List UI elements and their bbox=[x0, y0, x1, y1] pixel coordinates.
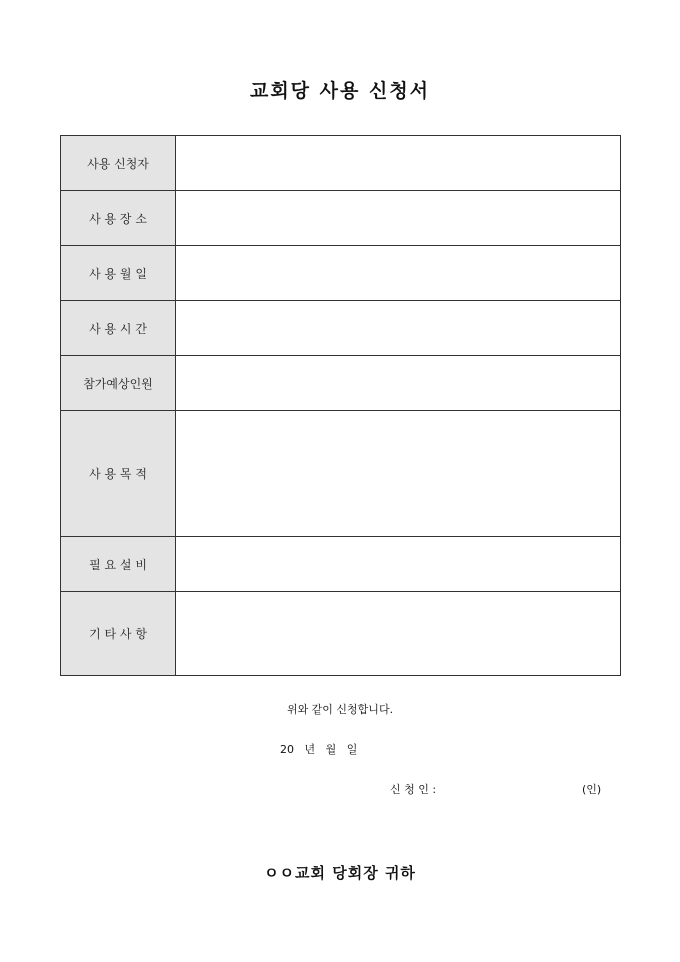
row-value-purpose[interactable] bbox=[176, 411, 621, 537]
row-value-location[interactable] bbox=[176, 191, 621, 246]
row-value-other[interactable] bbox=[176, 592, 621, 676]
row-value-date[interactable] bbox=[176, 246, 621, 301]
form-row-attendees bbox=[61, 356, 621, 411]
form-row-other bbox=[61, 592, 621, 676]
row-value-time[interactable] bbox=[176, 301, 621, 356]
row-value-applicant[interactable] bbox=[176, 136, 621, 191]
row-label-time: 사 용 시 간 bbox=[61, 301, 176, 356]
row-label-purpose: 사 용 목 적 bbox=[61, 411, 176, 537]
form-row-applicant bbox=[61, 136, 621, 191]
form-row-time bbox=[61, 301, 621, 356]
form-row-equipment bbox=[61, 537, 621, 592]
row-value-attendees[interactable] bbox=[176, 356, 621, 411]
row-label-equipment: 필 요 설 비 bbox=[61, 537, 176, 592]
row-value-equipment[interactable] bbox=[176, 537, 621, 592]
application-date-line: 20 년 월 일 bbox=[280, 743, 358, 756]
form-row-location bbox=[61, 191, 621, 246]
row-label-applicant: 사용 신청자 bbox=[61, 136, 176, 191]
document-title: 교회당 사용 신청서 bbox=[249, 80, 431, 102]
row-label-date: 사 용 월 일 bbox=[61, 246, 176, 301]
seal-mark: (인) bbox=[582, 783, 602, 796]
application-statement: 위와 같이 신청합니다. bbox=[286, 703, 394, 716]
form-row-purpose bbox=[61, 411, 621, 537]
form-row-date bbox=[61, 246, 621, 301]
application-form-table bbox=[60, 135, 621, 676]
applicant-signature-label: 신 청 인 : bbox=[390, 783, 437, 796]
row-label-other: 기 타 사 항 bbox=[61, 592, 176, 676]
row-label-attendees: 참가예상인원 bbox=[61, 356, 176, 411]
recipient-line: ㅇㅇ교회 당회장 귀하 bbox=[264, 864, 416, 882]
row-label-location: 사 용 장 소 bbox=[61, 191, 176, 246]
